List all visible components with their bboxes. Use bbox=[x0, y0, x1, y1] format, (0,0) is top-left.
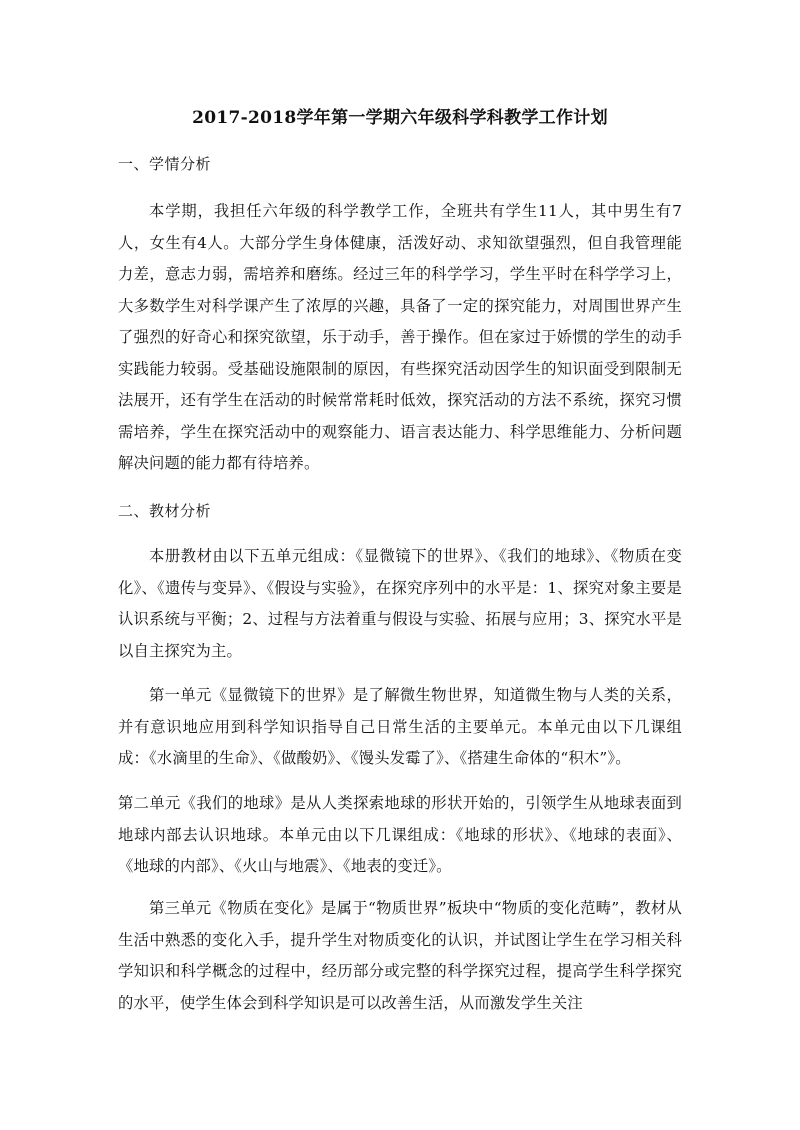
section-heading-learning-analysis: 一、学情分析 bbox=[118, 155, 212, 173]
paragraph-unit-three: 第三单元《物质在变化》是属于“物质世界”板块中“物质的变化范畴”，教材从生活中熟悉的变化入手，提升学生对物质变化的认识，并试图让学生在学习相关科学知识和科学概念的过程中，经历部分或完整的科学探究过程，提高学生科学探究的水平，使学生体会到科学知识是可以改善生活，从而激发学生关注 bbox=[118, 899, 682, 1012]
paragraph-textbook-overview: 本册教材由以下五单元组成：《显微镜下的世界》、《我们的地球》、《物质在变化》、《遗传与变异》、《假设与实验》，在探究序列中的水平是：1、探究对象主要是认识系统与平衡；2、过程与方法着重与假设与实验、拓展与应用；3、探究水平是以自主探究为主。 bbox=[118, 547, 682, 660]
document-title: 2017-2018学年第一学期六年级科学科教学工作计划 bbox=[192, 108, 608, 128]
paragraph-unit-one: 第一单元《显微镜下的世界》是了解微生物世界，知道微生物与人类的关系，并有意识地应用到科学知识指导自己日常生活的主要单元。本单元由以下几课组成：《水滴里的生命》、《做酸奶》、《馒头发霉了》、《搭建生命体的“积木”》。 bbox=[118, 686, 682, 767]
paragraph-unit-two: 第二单元《我们的地球》是从人类探索地球的形状开始的，引领学生从地球表面到地球内部去认识地球。本单元由以下几课组成：《地球的形状》、《地球的表面》、《地球的内部》、《火山与地震》、《地表的变迁》。 bbox=[118, 794, 682, 875]
paragraph-learning-analysis: 本学期，我担任六年级的科学教学工作，全班共有学生11人，其中男生有7人，女生有4人。大部分学生身体健康，活泼好动、求知欲望强烈，但自我管理能力差，意志力弱，需培养和磨练。经过三年的科学学习，学生平时在科学学习上，大多数学生对科学课产生了浓厚的兴趣，具备了一定的探究能力，对周围世界产生了强烈的好奇心和探究欲望，乐于动手，善于操作。但在家过于娇惯的学生的动手实践能力较弱。受基础设施限制的原因，有些探究活动因学生的知识面受到限制无法展开，还有学生在活动的时候常常耗时低效，探究活动的方法不系统，探究习惯需培养，学生在探究活动中的观察能力、语言表达能力、科学思维能力、分析问题解决问题的能力都有待培养。 bbox=[118, 202, 682, 472]
section-heading-textbook-analysis: 二、教材分析 bbox=[118, 502, 212, 520]
